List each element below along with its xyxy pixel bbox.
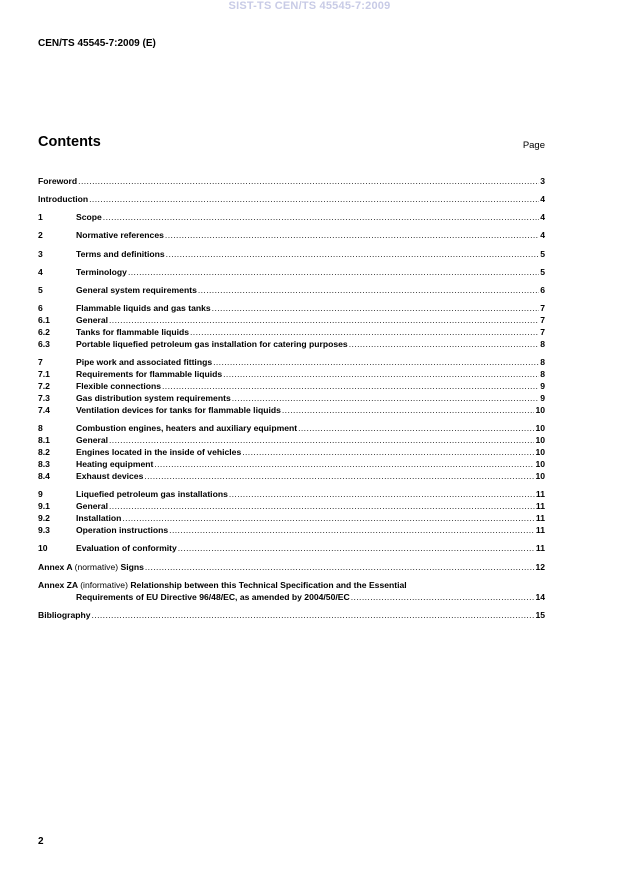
toc-entry-introduction[interactable] (38, 193, 545, 205)
toc-entry[interactable] (38, 302, 545, 314)
toc-entry-title: General (76, 435, 109, 445)
toc-entry-page: 4 (540, 194, 545, 204)
toc-entry[interactable] (38, 470, 545, 482)
dot-leader (89, 193, 539, 205)
toc-entry-title: Flammable liquids and gas tanks (76, 303, 211, 313)
toc-entry-page: 4 (540, 212, 545, 222)
toc-entry-number: 9.1 (38, 501, 50, 511)
toc-entry-title: Scope (76, 212, 102, 222)
toc-entry-number: 7.3 (38, 393, 50, 403)
toc-entry-annex-za-continued[interactable] (76, 591, 545, 603)
page-column-label: Page (522, 140, 545, 151)
dot-leader (103, 211, 539, 223)
toc-entry-title: Normative references (76, 230, 164, 240)
toc-entry-foreword[interactable] (38, 175, 545, 187)
toc-entry-number: 8 (38, 423, 43, 433)
toc-entry[interactable] (38, 446, 545, 458)
toc-entry-page: 8 (540, 357, 545, 367)
toc-entry[interactable] (38, 380, 545, 392)
toc-entry-title: Bibliography (38, 610, 91, 620)
toc-entry-number: 7.4 (38, 405, 50, 415)
toc-entry[interactable] (38, 326, 545, 338)
toc-entry-number: 8.4 (38, 471, 50, 481)
toc-entry-page: 10 (535, 405, 545, 415)
toc-entry-title (38, 579, 407, 591)
toc-entry-title: General (76, 315, 109, 325)
toc-entry[interactable] (38, 488, 545, 500)
toc-entry-number: 6.2 (38, 327, 50, 337)
dot-leader (162, 380, 539, 392)
dot-leader (144, 470, 534, 482)
toc-entry[interactable] (38, 314, 545, 326)
annex-title: Relationship between this Technical Specification and the Essential (130, 580, 407, 590)
toc-entry-title: Installation (76, 513, 122, 523)
dot-leader (128, 266, 539, 278)
dot-leader (145, 561, 535, 573)
toc-entry-title: Tanks for flammable liquids (76, 327, 190, 337)
toc-entry-number: 8.3 (38, 459, 50, 469)
dot-leader (109, 434, 534, 446)
toc-entry-page: 10 (535, 447, 545, 457)
toc-entry-number: 7.2 (38, 381, 50, 391)
toc-entry[interactable] (38, 542, 545, 554)
dot-leader (229, 488, 535, 500)
dot-leader (298, 422, 534, 434)
toc-entry[interactable] (38, 356, 545, 368)
dot-leader (212, 302, 540, 314)
toc-entry-title: Pipe work and associated fittings (76, 357, 213, 367)
dot-leader (190, 326, 539, 338)
toc-entry-title: Ventilation devices for tanks for flammable liquids (76, 405, 281, 415)
toc-entry[interactable] (38, 368, 545, 380)
annex-qualifier: (informative) (80, 580, 128, 590)
toc-entry-page: 3 (540, 176, 545, 186)
toc-entry-title: Operation instructions (76, 525, 169, 535)
dot-leader (242, 446, 534, 458)
toc-entry[interactable] (38, 404, 545, 416)
toc-entry[interactable] (38, 284, 545, 296)
toc-entry-annex-za[interactable] (38, 579, 545, 591)
dot-leader (78, 175, 539, 187)
watermark: SIST-TS CEN/TS 45545-7:2009 (228, 0, 391, 12)
toc-entry-number: 10 (38, 543, 48, 553)
toc-entry-page: 11 (535, 525, 545, 535)
dot-leader (154, 458, 534, 470)
toc-entry-number: 4 (38, 267, 43, 277)
toc-entry-page: 9 (540, 381, 545, 391)
toc-entry-title: Gas distribution system requirements (76, 393, 231, 403)
toc-entry-number: 5 (38, 285, 43, 295)
annex-label: Annex A (38, 562, 73, 572)
toc-entry-page: 7 (540, 315, 545, 325)
toc-entry-number: 8.1 (38, 435, 50, 445)
toc-entry[interactable] (38, 248, 545, 260)
toc-entry-number: 2 (38, 230, 43, 240)
toc-entry-number: 9 (38, 489, 43, 499)
dot-leader (178, 542, 535, 554)
toc-entry-bibliography[interactable] (38, 609, 545, 621)
toc-entry-page: 11 (535, 489, 545, 499)
toc-entry-title: Liquefied petroleum gas installations (76, 489, 228, 499)
toc-entry[interactable] (38, 422, 545, 434)
toc-entry-page: 10 (535, 471, 545, 481)
toc-entry-page: 14 (535, 592, 545, 602)
dot-leader (109, 314, 539, 326)
toc-entry-page: 9 (540, 393, 545, 403)
toc-entry-number: 7.1 (38, 369, 50, 379)
toc-entry-title (38, 561, 144, 573)
toc-entry-page: 11 (535, 513, 545, 523)
toc-entry-number: 3 (38, 249, 43, 259)
dot-leader (109, 500, 535, 512)
dot-leader (213, 356, 539, 368)
toc-entry-page: 5 (540, 267, 545, 277)
dot-leader (92, 609, 535, 621)
toc-entry-page: 6 (540, 285, 545, 295)
toc-entry-title: Exhaust devices (76, 471, 144, 481)
toc-entry-title: Engines located in the inside of vehicles (76, 447, 242, 457)
toc-entry-page: 10 (535, 459, 545, 469)
toc-entry-page: 4 (540, 230, 545, 240)
toc-entry[interactable] (38, 500, 545, 512)
toc-entry-number: 1 (38, 212, 43, 222)
toc-entry-title: Heating equipment (76, 459, 154, 469)
toc-entry-page: 12 (535, 562, 545, 572)
toc-entry[interactable] (38, 512, 545, 524)
dot-leader (166, 248, 540, 260)
toc-entry[interactable] (38, 458, 545, 470)
toc-entry-title: Requirements for flammable liquids (76, 369, 223, 379)
dot-leader (165, 229, 539, 241)
toc-entry[interactable] (38, 524, 545, 536)
toc-entry-title: Portable liquefied petroleum gas installation for catering purposes (76, 339, 348, 349)
toc-entry-title: General (76, 501, 109, 511)
dot-leader (232, 392, 539, 404)
toc-entry-number: 6 (38, 303, 43, 313)
toc-entry-page: 8 (540, 339, 545, 349)
annex-title: Signs (120, 562, 144, 572)
contents-heading: Contents (38, 134, 101, 150)
toc-entry-page: 11 (535, 501, 545, 511)
toc-entry-title: Foreword (38, 176, 78, 186)
toc-entry-number: 8.2 (38, 447, 50, 457)
toc-entry-page: 15 (535, 610, 545, 620)
toc-entry-title: Terms and definitions (76, 249, 165, 259)
annex-label: Annex ZA (38, 580, 78, 590)
dot-leader (122, 512, 535, 524)
toc-entry[interactable] (38, 266, 545, 278)
toc-entry-title: Terminology (76, 267, 127, 277)
toc-entry[interactable] (38, 229, 545, 241)
toc-entry[interactable] (38, 211, 545, 223)
dot-leader (349, 338, 540, 350)
toc-entry-page: 10 (535, 435, 545, 445)
toc-entry-number: 9.2 (38, 513, 50, 523)
toc-entry-page: 7 (540, 327, 545, 337)
dot-leader (198, 284, 539, 296)
toc-entry-number: 6.1 (38, 315, 50, 325)
toc-entry-title: Flexible connections (76, 381, 162, 391)
dot-leader (169, 524, 535, 536)
toc-entry-title: Evaluation of conformity (76, 543, 177, 553)
toc-entry-page: 10 (535, 423, 545, 433)
dot-leader (351, 591, 535, 603)
document-id: CEN/TS 45545-7:2009 (E) (38, 38, 156, 49)
toc-entry-title: Combustion engines, heaters and auxiliary equipment (76, 423, 298, 433)
toc-entry-title-continued: Requirements of EU Directive 96/48/EC, as amended by 2004/50/EC (76, 592, 350, 602)
toc-entry-title: Introduction (38, 194, 89, 204)
page-number: 2 (38, 836, 44, 847)
annex-qualifier: (normative) (74, 562, 119, 572)
toc-entry[interactable] (38, 392, 545, 404)
toc-entry-page: 7 (540, 303, 545, 313)
dot-leader (282, 404, 535, 416)
toc-entry-number: 9.3 (38, 525, 50, 535)
toc-entry[interactable] (38, 338, 545, 350)
toc-entry-title: General system requirements (76, 285, 197, 295)
toc-entry-number: 7 (38, 357, 43, 367)
toc-entry[interactable] (38, 434, 545, 446)
dot-leader (223, 368, 539, 380)
toc-entry-page: 8 (540, 369, 545, 379)
toc-entry-number: 6.3 (38, 339, 50, 349)
toc-entry-page: 5 (540, 249, 545, 259)
toc-entry-annex-a[interactable] (38, 561, 545, 573)
toc-entry-page: 11 (535, 543, 545, 553)
